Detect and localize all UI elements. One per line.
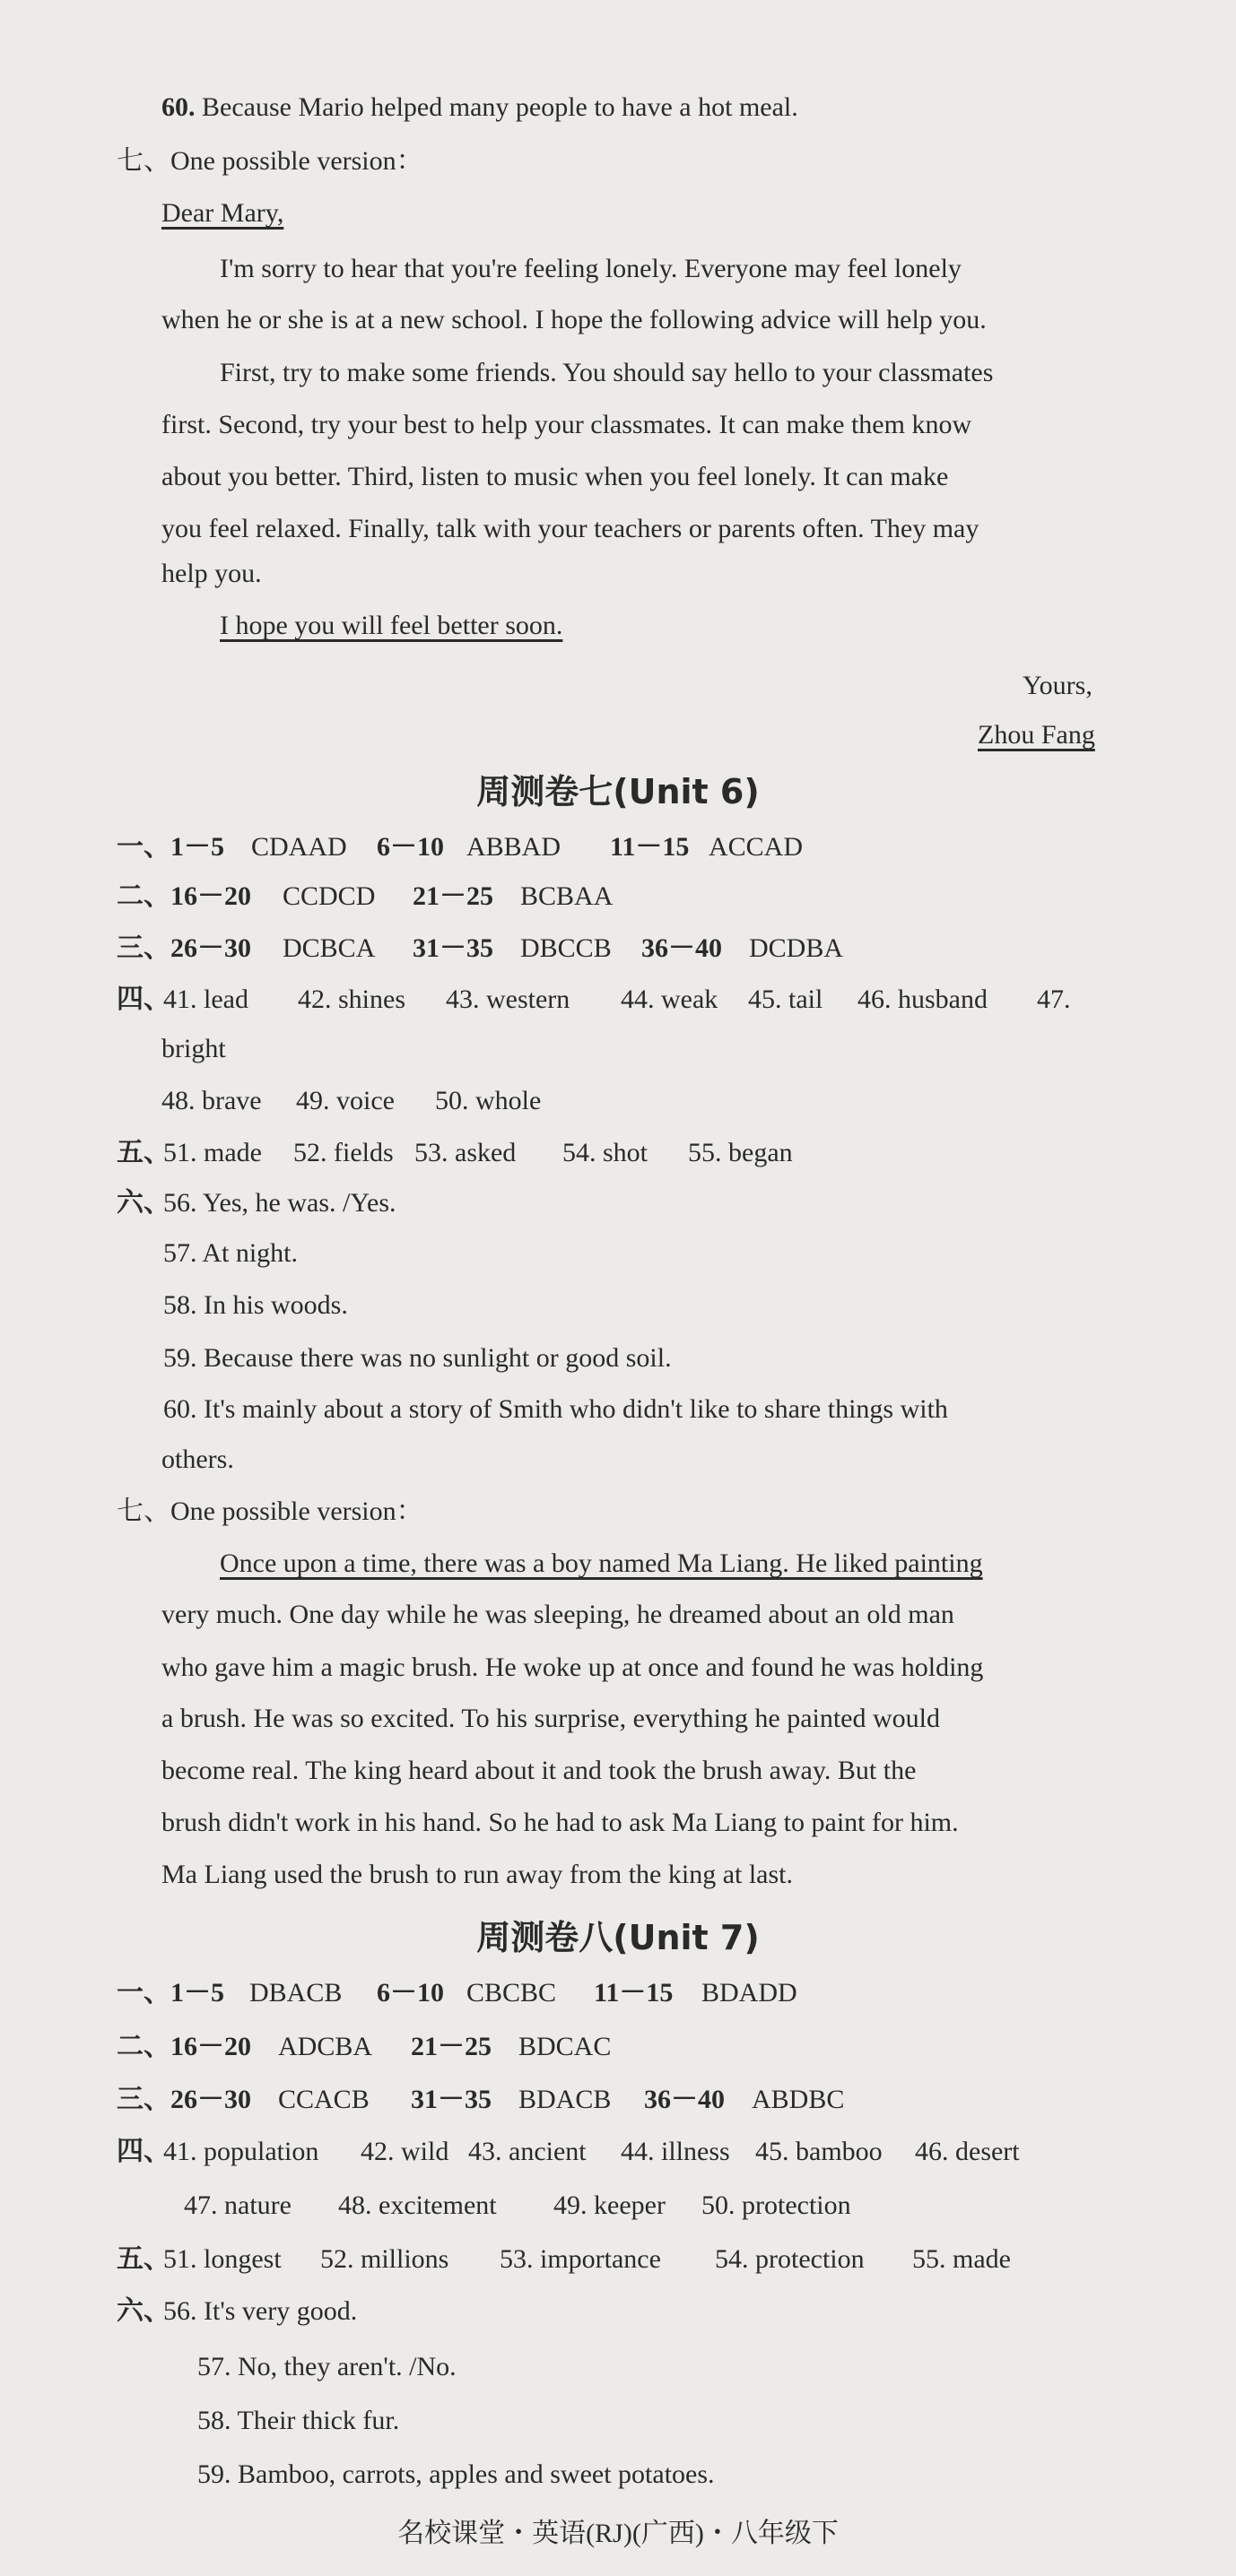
answer-cell: CCDCD bbox=[283, 881, 376, 911]
answer-59: 59. Because there was no sunlight or good soil. bbox=[163, 1343, 672, 1373]
answer-cell: 二、16－20 bbox=[117, 881, 251, 911]
answer-cell: 56. Yes, he was. /Yes. bbox=[163, 1188, 396, 1218]
answer-57: 57. At night. bbox=[163, 1238, 299, 1268]
answer-cell: 四、 bbox=[117, 2137, 170, 2166]
answer-cell: DBACB bbox=[249, 1978, 343, 2008]
answer-cell: 47. bbox=[1037, 984, 1071, 1014]
answer-cell: 36－40 bbox=[641, 933, 722, 963]
answer-cell: 42. shines bbox=[298, 984, 405, 1014]
answer-cell: 21－25 bbox=[411, 2032, 492, 2061]
answer-cell: 21－25 bbox=[413, 881, 493, 911]
essay-line: a brush. He was so excited. To his surprise, everything he painted would bbox=[161, 1704, 940, 1733]
essay-line: when he or she is at a new school. I hope the following advice will help you. bbox=[161, 305, 987, 334]
answer-cell: CDAAD bbox=[251, 832, 347, 862]
page-footer: 名校课堂・英语(RJ)(广西)・八年级下 bbox=[397, 2519, 839, 2548]
answer-cell: 45. tail bbox=[748, 984, 823, 1014]
essay-line: who gave him a magic brush. He woke up at once and found he was holding bbox=[161, 1652, 984, 1682]
answer-57: 57. No, they aren't. /No. bbox=[197, 2352, 457, 2381]
answer-cell: 31－35 bbox=[413, 933, 493, 963]
essay-line: become real. The king heard about it and took the brush away. But the bbox=[161, 1756, 917, 1785]
answer-row bbox=[117, 2294, 357, 2329]
answer-cell: CBCBC bbox=[466, 1978, 557, 2008]
answer-cell: 三、26－30 bbox=[117, 2085, 251, 2114]
answer-row bbox=[117, 982, 1071, 1018]
essay-line: Once upon a time, there was a boy named Ma Liang. He liked painting bbox=[220, 1548, 983, 1578]
essay-line: about you better. Third, listen to music when you feel lonely. It can make bbox=[161, 462, 949, 491]
answer-cell: DCDBA bbox=[749, 933, 844, 963]
answer-row bbox=[117, 1135, 793, 1171]
answer-row bbox=[117, 2082, 844, 2118]
answer-cell: 47. nature bbox=[184, 2190, 292, 2220]
essay-line: you feel relaxed. Finally, talk with your teachers or parents often. They may bbox=[161, 514, 979, 543]
answer-cell: ABBAD bbox=[466, 832, 561, 862]
essay-line: Ma Liang used the brush to run away from the king at last. bbox=[161, 1860, 794, 1889]
answer-cell: 50. whole bbox=[435, 1086, 542, 1115]
answer-row bbox=[117, 829, 803, 865]
answer-cell: 五、 bbox=[117, 2244, 170, 2274]
answer-cell: 52. millions bbox=[320, 2244, 449, 2274]
answer-cell: 二、16－20 bbox=[117, 2032, 251, 2061]
answer-cell: 11－15 bbox=[610, 832, 690, 862]
answer-cell: DCBCA bbox=[283, 933, 376, 963]
answer-cell: 53. importance bbox=[500, 2244, 661, 2274]
answer-cell: 46. desert bbox=[915, 2137, 1020, 2166]
answer-cell: CCACB bbox=[278, 2085, 370, 2114]
answer-cell: 53. asked bbox=[414, 1138, 517, 1167]
answer-cell: 44. weak bbox=[621, 984, 718, 1014]
essay-line: first. Second, try your best to help your classmates. It can make them know bbox=[161, 410, 972, 439]
answer-row bbox=[117, 2242, 1011, 2277]
essay-line: I'm sorry to hear that you're feeling lonely. Everyone may feel lonely bbox=[220, 254, 962, 283]
answer-cell: 六、 bbox=[117, 1188, 170, 1218]
answer-cell: 五、 bbox=[117, 1138, 170, 1167]
answer-row bbox=[117, 1185, 396, 1221]
answer-cell: 43. ancient bbox=[468, 2137, 587, 2166]
essay-line: very much. One day while he was sleeping, he dreamed about an old man bbox=[161, 1600, 954, 1629]
essay-line: help you. bbox=[161, 559, 262, 588]
answer-cell: 四、 bbox=[117, 984, 170, 1014]
answer-cell: 46. husband bbox=[857, 984, 988, 1014]
section-7-label: 七、One possible version： bbox=[117, 146, 423, 176]
answer-cell: 45. bamboo bbox=[755, 2137, 883, 2166]
answer-cell: 52. fields bbox=[293, 1138, 394, 1167]
answer-cell: 54. protection bbox=[715, 2244, 865, 2274]
answer-60: 60. Because Mario helped many people to have a hot meal. bbox=[161, 92, 798, 122]
answer-cell: 41. population bbox=[163, 2137, 319, 2166]
answer-cell: 44. illness bbox=[621, 2137, 730, 2166]
answer-cell: BDACB bbox=[518, 2085, 612, 2114]
answer-cell: 31－35 bbox=[411, 2085, 492, 2114]
answer-row bbox=[161, 1083, 541, 1119]
answer-cell: 49. keeper bbox=[553, 2190, 666, 2220]
answer-58: 58. In his woods. bbox=[163, 1290, 348, 1320]
answer-cell: 一、1－5 bbox=[117, 1978, 224, 2008]
answer-cell: 11－15 bbox=[594, 1978, 674, 2008]
answer-cell: BDADD bbox=[701, 1978, 797, 2008]
answer-cell: 6－10 bbox=[377, 832, 444, 862]
answer-60-cont: others. bbox=[161, 1444, 234, 1474]
answer-cell: 三、26－30 bbox=[117, 933, 251, 963]
answer-cell: 51. longest bbox=[163, 2244, 282, 2274]
answer-row bbox=[184, 2188, 851, 2224]
answer-cell: ABDBC bbox=[752, 2085, 845, 2114]
answer-cell: 42. wild bbox=[361, 2137, 449, 2166]
answer-cell: 41. lead bbox=[163, 984, 248, 1014]
answer-cell: 六、 bbox=[117, 2296, 170, 2326]
answer-60: 60. It's mainly about a story of Smith who didn't like to share things with bbox=[163, 1394, 948, 1424]
answer-cell: 36－40 bbox=[644, 2085, 725, 2114]
answer-cell: 55. began bbox=[688, 1138, 793, 1167]
section-title: 周测卷八(Unit 7) bbox=[476, 1918, 760, 1957]
letter-greeting: Dear Mary, bbox=[161, 198, 284, 228]
letter-signature: Zhou Fang bbox=[978, 720, 1095, 750]
answer-cont: bright bbox=[161, 1034, 226, 1063]
answer-cell: 一、1－5 bbox=[117, 832, 224, 862]
essay-line: brush didn't work in his hand. So he had to ask Ma Liang to paint for him. bbox=[161, 1808, 959, 1837]
answer-row bbox=[117, 2029, 611, 2065]
answer-cell: DBCCB bbox=[520, 933, 612, 963]
answer-cell: ADCBA bbox=[278, 2032, 373, 2061]
answer-cell: 51. made bbox=[163, 1138, 262, 1167]
answer-cell: 6－10 bbox=[377, 1978, 444, 2008]
answer-59: 59. Bamboo, carrots, apples and sweet potatoes. bbox=[197, 2459, 715, 2489]
section-title: 周测卷七(Unit 6) bbox=[476, 772, 760, 811]
answer-cell: BCBAA bbox=[520, 881, 614, 911]
answer-58: 58. Their thick fur. bbox=[197, 2406, 400, 2435]
answer-cell: 43. western bbox=[446, 984, 570, 1014]
answer-cell: 48. brave bbox=[161, 1086, 262, 1115]
answer-cell: 56. It's very good. bbox=[163, 2296, 358, 2326]
answer-cell: 54. shot bbox=[562, 1138, 648, 1167]
answer-row bbox=[117, 931, 843, 967]
answer-cell: 49. voice bbox=[296, 1086, 395, 1115]
answer-cell: BDCAC bbox=[518, 2032, 612, 2061]
answer-cell: 50. protection bbox=[701, 2190, 851, 2220]
section-7-label: 七、One possible version： bbox=[117, 1496, 423, 1526]
answer-row bbox=[117, 2134, 1020, 2170]
answer-cell: ACCAD bbox=[709, 832, 804, 862]
answer-cell: 48. excitement bbox=[338, 2190, 497, 2220]
answer-row bbox=[117, 1975, 797, 2011]
answer-cell: 55. made bbox=[912, 2244, 1011, 2274]
essay-line: First, try to make some friends. You should say hello to your classmates bbox=[220, 358, 994, 387]
essay-line: I hope you will feel better soon. bbox=[220, 611, 563, 640]
letter-closing: Yours, bbox=[1023, 671, 1092, 700]
answer-row bbox=[117, 879, 613, 915]
